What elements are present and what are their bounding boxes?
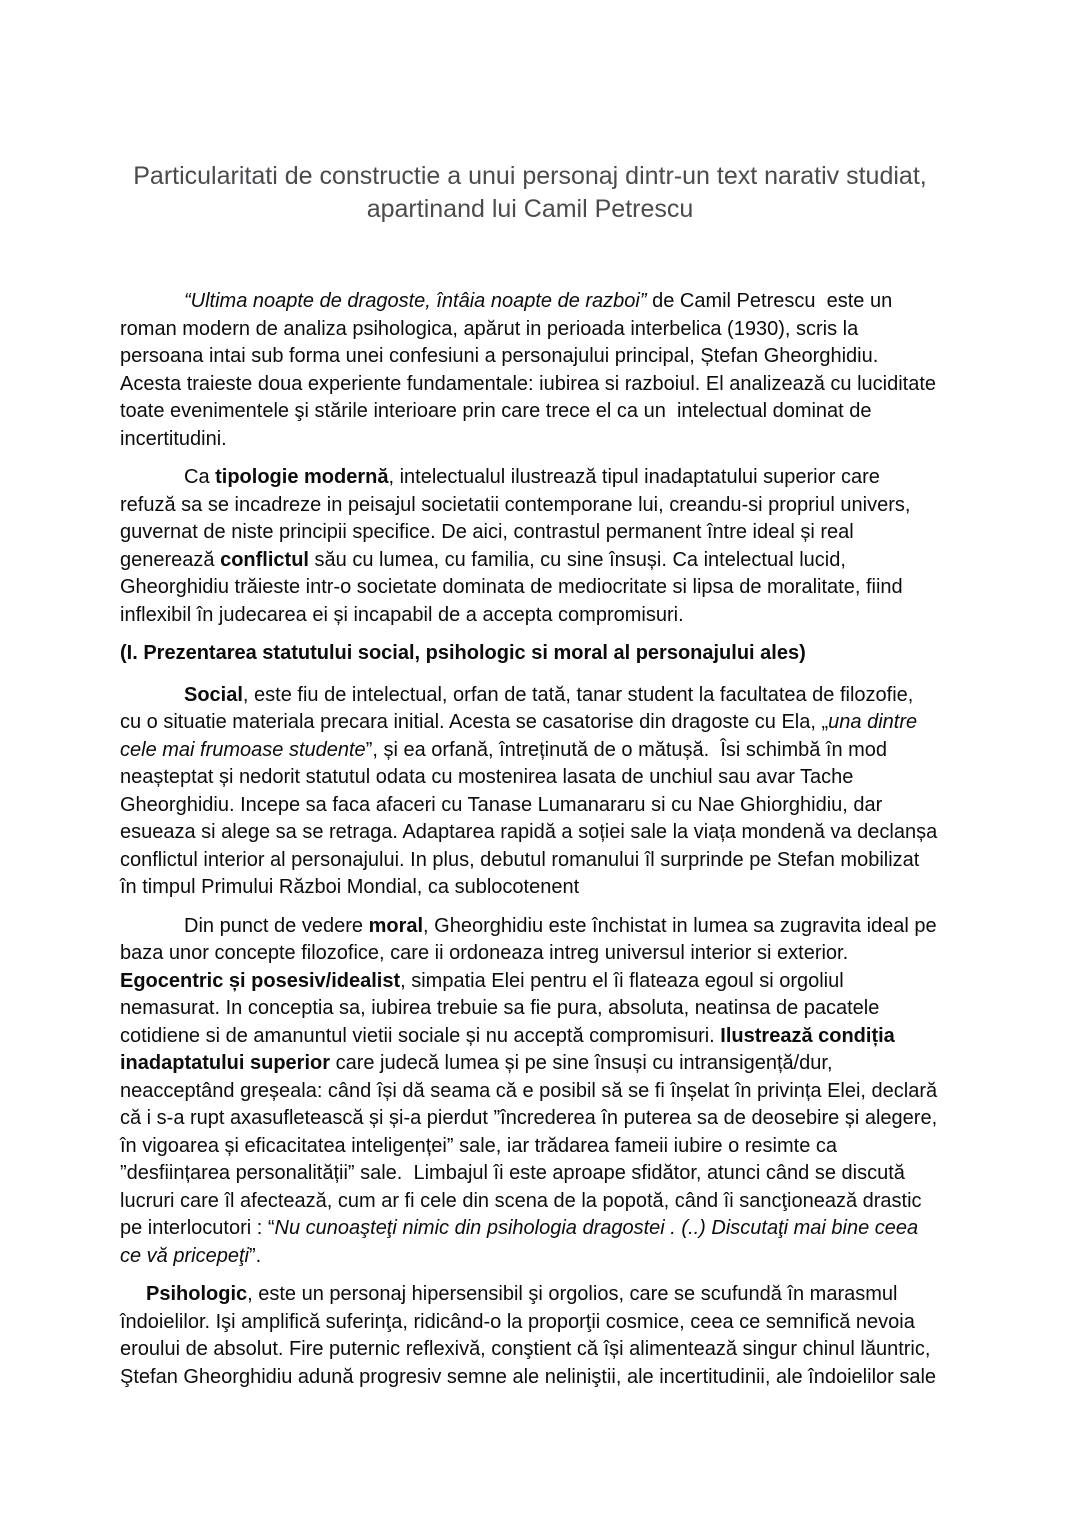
- document-body: [120, 288, 943, 1391]
- text-run: ”, și ea orfană, întreținută de o mătușă. Îsi schimbă în mod neașteptat și nedorit statutul odata cu mostenirea lasata de unchiul sau avar Tache Gheorghidiu. Incepe sa faca afaceri cu Tanase Lumanararu si cu Nae Ghiorghidiu, dar esueaza si alege sa se retraga. Adaptarea rapidă a soției sale la viața mondenă va declanșa conflictul interior al personajului. In plus, debutul romanului îl surprinde pe Stefan mobilizat în timpul Primului Război Mondial, ca sublocotenent: [120, 738, 943, 898]
- text-run: ”.: [248, 1244, 262, 1267]
- text-run: tipologie modernă: [215, 466, 389, 488]
- text-run: moral: [368, 914, 424, 937]
- paragraph: [120, 682, 943, 902]
- text-run: Nu cunoaşteţi nimic din psihologia dragostei . (..) Discutaţi mai bine ceea ce vă pricepeţi: [120, 1217, 924, 1267]
- text-run: “Ultima noapte de dragoste, întâia noapte de razboi”: [184, 290, 647, 312]
- paragraph: [120, 288, 940, 453]
- paragraph: [120, 464, 940, 629]
- paragraph: [120, 913, 943, 1271]
- text-run: , intelectualul ilustrează tipul inadaptatului superior care refuză sa se incadreze in peisajul societatii contemporane lui, creandu-si propriul univers, guvernat de niste principii specifice. De aici, contrastul permanent între ideal și real generează: [120, 466, 916, 571]
- text-run: Din punct de vedere: [184, 914, 369, 937]
- text-run: , este fiu de intelectual, orfan de tată, tanar student la facultatea de filozofie, cu o situatie materiala precara initial. Acesta se casatorise din dragoste cu Ela, „: [120, 683, 919, 733]
- text-run: Ilustrează condiția inadaptatului superior: [120, 1024, 901, 1074]
- text-run: conflictul: [220, 548, 309, 571]
- text-run: , este un personaj hipersensibil şi orgolios, care se scufundă în marasmul îndoielilor. Işi amplifică suferinţa, ridicând-o la proporţii cosmice, ceea ce semnifică nevoia eroului de absolut. Fire puternic reflexivă, conştient că își alimentează singur chinul lăuntric, Ştefan Gheorghidiu adună progresiv semne ale neliniştii, ale incertitudinii, ale îndoielilor sale: [120, 1283, 937, 1388]
- text-run: Egocentric și posesiv/idealist: [120, 969, 401, 992]
- text-run: (I. Prezentarea statutului social, psihologic si moral al personajului ales): [120, 642, 806, 664]
- document-content: [120, 160, 943, 1402]
- text-run: Psihologic: [146, 1283, 248, 1305]
- text-run: , Gheorghidiu este închistat in lumea sa zugravita ideal pe baza unor concepte filozofice, care ii ordoneaza intreg universul interior si exterior.: [120, 914, 943, 964]
- text-run: Social: [184, 683, 243, 706]
- text-run: una dintre cele mai frumoase studente: [120, 711, 923, 761]
- paragraph: [120, 1281, 940, 1391]
- text-run: Ca: [184, 466, 216, 488]
- section-heading: [120, 640, 940, 668]
- text-run: , simpatia Elei pentru el îi flateaza egoul si orgoliul nemasurat. In conceptia sa, iubirea trebuie sa fie pura, absoluta, neatinsa de pacatele cotidiene si de amanuntul vietii sociale și nu acceptă compromisuri.: [120, 969, 885, 1047]
- text-run: său cu lumea, cu familia, cu sine însuși. Ca intelectual lucid, Gheorghidiu trăieste intr-o societate dominata de mediocritate si lipsa de moralitate, fiind inflexibil în judecarea ei și incapabil de a accepta compromisuri.: [120, 548, 909, 626]
- text-run: care judecă lumea și pe sine însuși cu intransigență/dur, neacceptând greșeala: când își dă seama că e posibil să se fi înșelat în privința Elei, declară că i s-a rupt axasufletească și și-a pierdut ”încrederea în puterea sa de deosebire și alegere, în vigoarea și eficacitatea inteligenței” sale, iar trădarea fameii iubire o resimte ca ”desființarea personalității” sale. Limbajul îi este aproape sfidător, atunci când se discută lucruri care îl afectează, cum ar fi cele din scena de la popotă, când îi sancţionează drastic pe interlocutori : “: [120, 1052, 943, 1239]
- text-run: de Camil Petrescu este un roman modern de analiza psihologica, apărut in perioada interbelica (1930), scris la persoana intai sub forma unei confesiuni a personajului principal, Ștefan Gheorghidiu. Acesta traieste doua experiente fundamentale: iubirea si razboiul. El analizează cu luciditate toate evenimentele şi stările interioare prin care trece el ca un intelectual dominat de incertitudini.: [120, 290, 942, 450]
- document-title: Particularitati de constructie a unui personaj dintr-un text narativ studiat, apartinand lui Camil Petrescu: [133, 162, 934, 223]
